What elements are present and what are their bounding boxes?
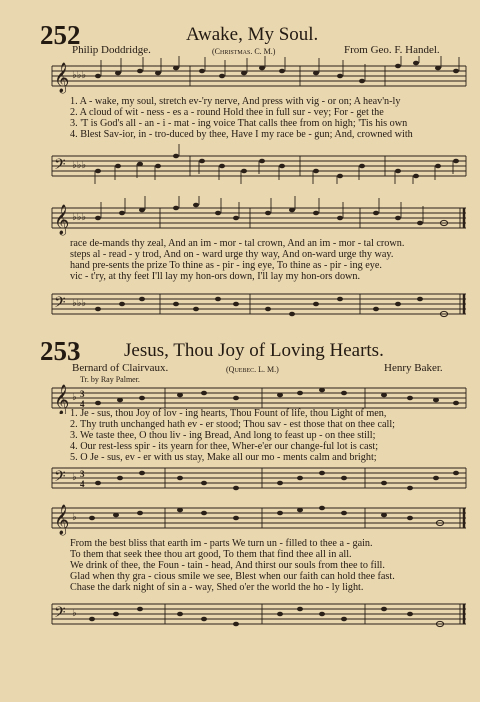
- svg-text:♭: ♭: [72, 472, 77, 483]
- treble-staff: [0, 496, 480, 536]
- hymn-252-verses-line1: [70, 96, 466, 140]
- hymn-number: 252: [40, 20, 81, 50]
- verse-line: 1. A - wake, my soul, stretch ev-'ry nerve, And press with vig - or on; A heav'n-ly: [70, 96, 401, 107]
- hymn-composer: From Geo. F. Handel.: [344, 44, 440, 56]
- treble-clef-icon: 𝄞: [54, 505, 70, 534]
- verse-line: We drink of thee, the Foun - tain - head, And thirst our souls from thee to fill.: [70, 560, 385, 571]
- svg-text:♭: ♭: [72, 608, 77, 619]
- hymn-253-verses-line1: [70, 408, 466, 463]
- treble-staff: [0, 196, 480, 236]
- verse-line: Glad when thy gra - cious smile we see, Blest when our faith can hold thee fast.: [70, 571, 395, 582]
- verse-line: Chase the dark night of sin a - way, Shed o'er the world the ho - ly light.: [70, 582, 364, 593]
- verse-line: hand pre-sents the prize To thine as - pir - ing eye, To thine as - pir - ing eye.: [70, 260, 382, 271]
- svg-text:♭♭♭: ♭♭♭: [72, 160, 87, 171]
- hymn-title: Jesus, Thou Joy of Loving Hearts.: [124, 340, 384, 361]
- svg-text:4: 4: [80, 399, 85, 409]
- bass-staff: [0, 462, 480, 496]
- bass-staff: [0, 144, 480, 184]
- treble-staff: [0, 56, 480, 96]
- svg-text:♭♭♭: ♭♭♭: [72, 70, 87, 81]
- treble-clef-icon: 𝄞: [54, 205, 70, 234]
- hymn-author: Philip Doddridge.: [72, 44, 151, 56]
- bass-clef-icon: 𝄢: [54, 156, 66, 176]
- bass-clef-icon: 𝄢: [54, 294, 66, 314]
- verse-line: 5. O Je - sus, ev - er with us stay, Make all our mo - ments calm and bright;: [70, 452, 377, 463]
- bass-clef-icon: 𝄢: [54, 468, 66, 488]
- hymn-meter: (Christmas. C. M.): [212, 47, 276, 56]
- verse-line: 4. Blest Sav-ior, in - tro-duced by thee, Have I my race be - gun; And, crowned with: [70, 129, 413, 140]
- svg-text:♭♭♭: ♭♭♭: [72, 212, 87, 223]
- svg-text:3: 3: [80, 389, 85, 399]
- hymn-number: 253: [40, 336, 81, 366]
- bass-staff: [0, 284, 480, 324]
- hymn-title: Awake, My Soul.: [186, 24, 319, 45]
- hymn-translator: Tr. by Ray Palmer.: [80, 375, 140, 384]
- verse-line: To them that seek thee thou art good, To them that find thee all in all.: [70, 549, 352, 560]
- verse-line: vic - t'ry, at thy feet I'll lay my hon-ors down, I'll lay my hon-ors down.: [70, 271, 361, 282]
- svg-text:♭: ♭: [72, 512, 77, 523]
- hymn-meter: (Quebec. L. M.): [226, 365, 279, 374]
- hymn-author: Bernard of Clairvaux.: [72, 362, 169, 374]
- hymn-253-verses-line2: [70, 538, 466, 593]
- svg-text:3: 3: [80, 469, 85, 479]
- verse-line: steps al - read - y trod, And on - ward urge thy way, And on-ward urge thy way.: [70, 249, 394, 260]
- verse-line: race de-mands thy zeal, And an im - mor - tal crown, And an im - mor - tal crown.: [70, 238, 405, 249]
- svg-text:4: 4: [80, 479, 85, 489]
- verse-line: 2. A cloud of wit - ness - es a - round Hold thee in full sur - vey; For - get the: [70, 107, 384, 118]
- treble-clef-icon: 𝄞: [54, 385, 70, 414]
- hymn-252-verses-line2: [70, 238, 466, 282]
- verse-line: From the best bliss that earth im - parts We turn un - filled to thee a - gain.: [70, 538, 373, 549]
- verse-line: 1. Je - sus, thou Joy of lov - ing hearts, Thou Fount of life, thou Light of men,: [70, 408, 387, 419]
- svg-text:♭♭♭: ♭♭♭: [72, 298, 87, 309]
- treble-clef-icon: 𝄞: [54, 63, 70, 92]
- verse-line: 4. Our rest-less spir - its yearn for thee, Wher-e'er our change-ful lot is cast;: [70, 441, 379, 452]
- bass-staff: [0, 592, 480, 632]
- verse-line: 3. We taste thee, O thou liv - ing Bread, And long to feast up - on thee still;: [70, 430, 376, 441]
- svg-text:♭: ♭: [72, 392, 77, 403]
- hymn-composer: Henry Baker.: [384, 362, 443, 374]
- verse-line: 2. Thy truth unchanged hath ev - er stood; Thou sav - est those that on thee call;: [70, 419, 395, 430]
- bass-clef-icon: 𝄢: [54, 604, 66, 624]
- verse-line: 3. 'T is God's all - an - i - mat - ing voice That calls thee from on high; 'Tis his own: [70, 118, 408, 129]
